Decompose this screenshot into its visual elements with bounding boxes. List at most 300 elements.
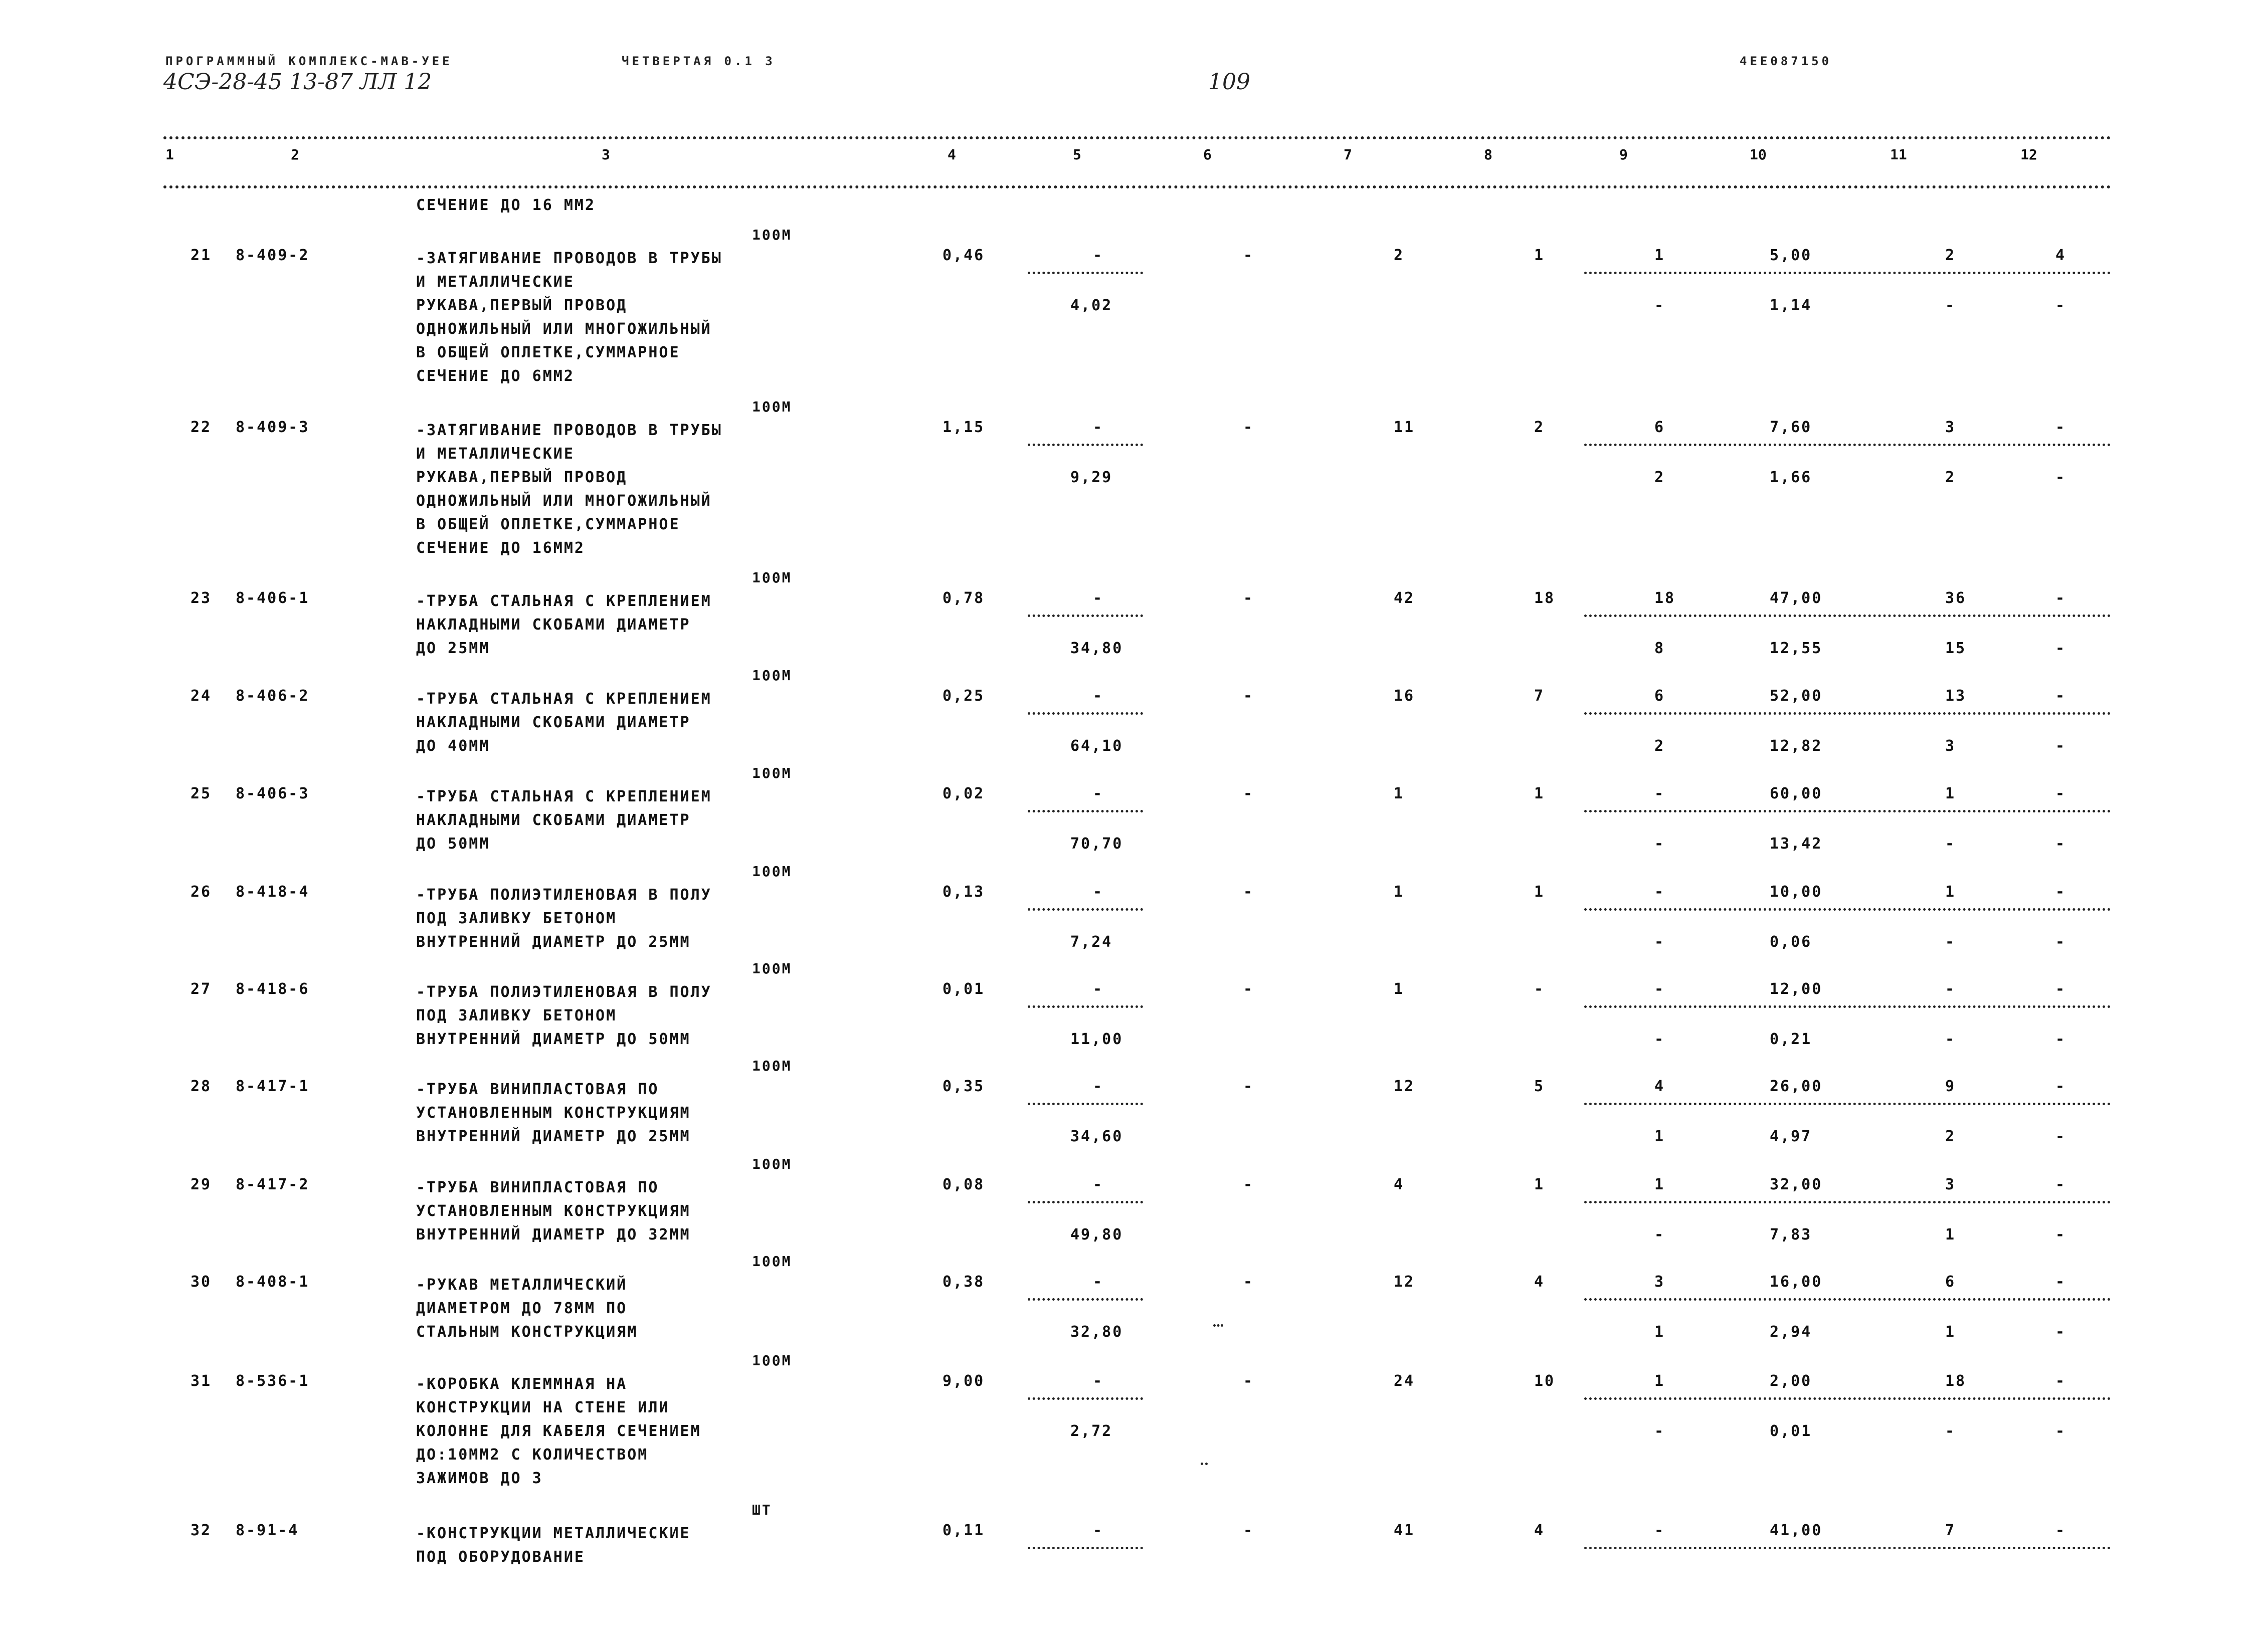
description-line: И МЕТАЛЛИЧЕСКИЕ — [416, 273, 575, 291]
cell-col5-sub: 11,00 — [1070, 1030, 1123, 1048]
cell-col5: - — [1093, 687, 1104, 705]
cell-col7: 24 — [1394, 1372, 1415, 1390]
cell-col12: 4 — [2055, 247, 2066, 264]
cell-col10: 41,00 — [1770, 1522, 1823, 1539]
cell-col10-sub: 0,21 — [1770, 1030, 1812, 1048]
row-number: 29 — [191, 1176, 212, 1193]
description-line: ПОД ЗАЛИВКУ БЕТОНОМ — [416, 1007, 617, 1024]
col5-divider — [1028, 810, 1143, 812]
description-line: ДО 25ММ — [416, 640, 490, 657]
cell-col5-sub: 7,24 — [1070, 933, 1113, 951]
cell-col12-sub: - — [2055, 835, 2066, 853]
cell-col4: 0,38 — [942, 1273, 985, 1291]
subrow-divider — [1584, 1397, 2111, 1400]
cell-col11: 6 — [1945, 1273, 1956, 1291]
cell-col9-sub: - — [1654, 835, 1665, 853]
cell-col11-sub: - — [1945, 835, 1956, 853]
row-code: 8-417-2 — [236, 1176, 310, 1193]
cell-col9-sub: - — [1654, 1422, 1665, 1440]
cell-col9: - — [1654, 1522, 1665, 1539]
stray-mark — [1213, 1324, 1223, 1327]
cell-col10: 7,60 — [1770, 419, 1812, 436]
description-line: ВНУТРЕННИЙ ДИАМЕТР ДО 32ММ — [416, 1226, 691, 1244]
cell-col9-sub: 1 — [1654, 1323, 1665, 1341]
col5-divider — [1028, 712, 1143, 715]
cell-col10: 26,00 — [1770, 1078, 1823, 1095]
cell-col8: 1 — [1534, 883, 1545, 901]
cell-col5-sub: 32,80 — [1070, 1323, 1123, 1341]
page-number: 109 — [1208, 69, 1250, 95]
row-number: 30 — [191, 1273, 212, 1291]
cell-col10: 52,00 — [1770, 687, 1823, 705]
cell-col8: 5 — [1534, 1078, 1545, 1095]
row-description — [416, 1078, 691, 1148]
column-header: 3 — [602, 146, 610, 163]
cell-col10: 2,00 — [1770, 1372, 1812, 1390]
cell-col11: 18 — [1945, 1372, 1967, 1390]
row-description — [416, 687, 712, 758]
cell-col11: 1 — [1945, 883, 1956, 901]
description-line: И МЕТАЛЛИЧЕСКИЕ — [416, 445, 575, 463]
row-description — [416, 883, 712, 954]
subrow-divider — [1584, 1103, 2111, 1105]
row-code: 8-406-1 — [236, 589, 310, 607]
cell-col10-sub: 0,06 — [1770, 933, 1812, 951]
cell-col11: 3 — [1945, 1176, 1956, 1193]
description-line: ВНУТРЕННИЙ ДИАМЕТР ДО 25ММ — [416, 1128, 691, 1145]
column-header: 4 — [948, 146, 956, 163]
row-description — [416, 785, 712, 856]
description-line: ОДНОЖИЛЬНЫЙ ИЛИ МНОГОЖИЛЬНЫЙ — [416, 492, 712, 510]
description-line: -ТРУБА ВИНИПЛАСТОВАЯ ПО — [416, 1179, 659, 1196]
column-header: 10 — [1750, 146, 1767, 163]
row-description — [416, 247, 722, 388]
cell-col5: - — [1093, 419, 1104, 436]
cell-col9: 3 — [1654, 1273, 1665, 1291]
row-unit: 100М — [752, 569, 792, 586]
row-unit: 100М — [752, 1352, 792, 1369]
subrow-divider — [1584, 908, 2111, 911]
description-line: -ТРУБА СТАЛЬНАЯ С КРЕПЛЕНИЕМ — [416, 690, 712, 708]
col5-divider — [1028, 1397, 1143, 1400]
row-code: 8-418-4 — [236, 883, 310, 901]
cell-col12: - — [2055, 785, 2066, 802]
description-line: -ТРУБА СТАЛЬНАЯ С КРЕПЛЕНИЕМ — [416, 592, 712, 610]
subrow-divider — [1584, 614, 2111, 617]
cell-col11-sub: 15 — [1945, 640, 1967, 657]
cell-col9: 6 — [1654, 419, 1665, 436]
cell-col4: 1,15 — [942, 419, 985, 436]
cell-col7: 12 — [1394, 1078, 1415, 1095]
cell-col12-sub: - — [2055, 1226, 2066, 1244]
description-line: НАКЛАДНЫМИ СКОБАМИ ДИАМЕТР — [416, 811, 691, 829]
description-line: УСТАНОВЛЕННЫМ КОНСТРУКЦИЯМ — [416, 1202, 691, 1220]
cell-col6: - — [1243, 1273, 1254, 1291]
cell-col6: - — [1243, 1372, 1254, 1390]
program-name: ПРОГРАММНЫЙ КОМПЛЕКС-МАВ-УЕЕ — [165, 54, 453, 68]
row-number: 23 — [191, 589, 212, 607]
row-unit: 100М — [752, 765, 792, 781]
cell-col8: 18 — [1534, 589, 1556, 607]
cell-col10-sub: 2,94 — [1770, 1323, 1812, 1341]
cell-col11-sub: - — [1945, 1422, 1956, 1440]
cell-col6: - — [1243, 980, 1254, 998]
cell-col12: - — [2055, 1176, 2066, 1193]
cell-col9: - — [1654, 883, 1665, 901]
cell-col4: 0,08 — [942, 1176, 985, 1193]
cell-col5-sub: 49,80 — [1070, 1226, 1123, 1244]
cell-col9-sub: 2 — [1654, 469, 1665, 486]
cell-col12-sub: - — [2055, 640, 2066, 657]
cell-col8: 1 — [1534, 247, 1545, 264]
cell-col10: 32,00 — [1770, 1176, 1823, 1193]
description-line: КОЛОННЕ ДЛЯ КАБЕЛЯ СЕЧЕНИЕМ — [416, 1422, 701, 1440]
subrow-divider — [1584, 810, 2111, 812]
cell-col9-sub: 8 — [1654, 640, 1665, 657]
cell-col4: 0,01 — [942, 980, 985, 998]
column-header: 9 — [1619, 146, 1628, 163]
cell-col10: 5,00 — [1770, 247, 1812, 264]
cell-col4: 0,02 — [942, 785, 985, 802]
cell-col10-sub: 1,66 — [1770, 469, 1812, 486]
cell-col4: 0,13 — [942, 883, 985, 901]
cell-col6: - — [1243, 589, 1254, 607]
cell-col6: - — [1243, 1078, 1254, 1095]
cell-col10-sub: 0,01 — [1770, 1422, 1812, 1440]
cell-col10-sub: 4,97 — [1770, 1128, 1812, 1145]
row-unit: 100М — [752, 863, 792, 880]
cell-col12-sub: - — [2055, 737, 2066, 755]
description-line: УСТАНОВЛЕННЫМ КОНСТРУКЦИЯМ — [416, 1104, 691, 1122]
cell-col5: - — [1093, 785, 1104, 802]
description-line: РУКАВА,ПЕРВЫЙ ПРОВОД — [416, 469, 628, 486]
row-description — [416, 589, 712, 660]
document-id: 4ЕЕ087150 — [1740, 54, 1832, 68]
table-header-rule — [163, 185, 2112, 188]
column-header: 11 — [1890, 146, 1907, 163]
cell-col7: 12 — [1394, 1273, 1415, 1291]
cell-col8: 10 — [1534, 1372, 1556, 1390]
cell-col11-sub: - — [1945, 297, 1956, 314]
cell-col11: 36 — [1945, 589, 1967, 607]
row-unit: 100М — [752, 398, 792, 415]
row-description — [416, 1522, 691, 1569]
cell-col8: - — [1534, 980, 1545, 998]
continuation-text: СЕЧЕНИЕ ДО 16 ММ2 — [416, 196, 596, 214]
cell-col7: 42 — [1394, 589, 1415, 607]
cell-col12: - — [2055, 1372, 2066, 1390]
description-line: В ОБЩЕЙ ОПЛЕТКЕ,СУММАРНОЕ — [416, 516, 680, 533]
cell-col11-sub: 1 — [1945, 1226, 1956, 1244]
subrow-divider — [1584, 1547, 2111, 1549]
cell-col5: - — [1093, 1372, 1104, 1390]
col5-divider — [1028, 444, 1143, 446]
column-header: 6 — [1203, 146, 1212, 163]
row-number: 24 — [191, 687, 212, 705]
cell-col7: 11 — [1394, 419, 1415, 436]
cell-col12-sub: - — [2055, 1422, 2066, 1440]
row-number: 22 — [191, 419, 212, 436]
description-line: ДО 40ММ — [416, 737, 490, 755]
cell-col9-sub: - — [1654, 1226, 1665, 1244]
description-line: ВНУТРЕННИЙ ДИАМЕТР ДО 25ММ — [416, 933, 691, 951]
col5-divider — [1028, 1201, 1143, 1203]
description-line: -КОНСТРУКЦИИ МЕТАЛЛИЧЕСКИЕ — [416, 1525, 691, 1542]
subrow-divider — [1584, 1201, 2111, 1203]
row-description — [416, 1372, 701, 1490]
cell-col6: - — [1243, 883, 1254, 901]
project-code: 4СЭ-28-45 13-87 ЛЛ 12 — [163, 69, 432, 95]
description-line: -ТРУБА СТАЛЬНАЯ С КРЕПЛЕНИЕМ — [416, 788, 712, 805]
cell-col6: - — [1243, 419, 1254, 436]
col5-divider — [1028, 1005, 1143, 1008]
row-code: 8-536-1 — [236, 1372, 310, 1390]
cell-col4: 0,78 — [942, 589, 985, 607]
column-header: 1 — [165, 146, 174, 163]
description-line: ДО 50ММ — [416, 835, 490, 853]
col5-divider — [1028, 272, 1143, 274]
description-line: ДИАМЕТРОМ ДО 78ММ ПО — [416, 1300, 628, 1317]
cell-col7: 1 — [1394, 980, 1405, 998]
cell-col9: 6 — [1654, 687, 1665, 705]
cell-col9-sub: 1 — [1654, 1128, 1665, 1145]
cell-col12-sub: - — [2055, 469, 2066, 486]
cell-col11: 1 — [1945, 785, 1956, 802]
row-code: 8-418-6 — [236, 980, 310, 998]
subrow-divider — [1584, 1005, 2111, 1008]
cell-col9-sub: 2 — [1654, 737, 1665, 755]
description-line: ПОД ЗАЛИВКУ БЕТОНОМ — [416, 910, 617, 927]
cell-col9: - — [1654, 980, 1665, 998]
cell-col5-sub: 4,02 — [1070, 297, 1113, 314]
cell-col12-sub: - — [2055, 1128, 2066, 1145]
description-line: -ЗАТЯГИВАНИЕ ПРОВОДОВ В ТРУБЫ — [416, 250, 722, 267]
description-line: НАКЛАДНЫМИ СКОБАМИ ДИАМЕТР — [416, 616, 691, 634]
row-number: 26 — [191, 883, 212, 901]
cell-col5: - — [1093, 980, 1104, 998]
cell-col6: - — [1243, 1522, 1254, 1539]
column-header: 2 — [291, 146, 299, 163]
cell-col12: - — [2055, 980, 2066, 998]
row-number: 32 — [191, 1522, 212, 1539]
description-line: ЗАЖИМОВ ДО 3 — [416, 1470, 543, 1487]
cell-col5: - — [1093, 589, 1104, 607]
cell-col11-sub: 1 — [1945, 1323, 1956, 1341]
table-top-rule — [163, 136, 2112, 139]
row-unit: 100М — [752, 960, 792, 977]
cell-col11: 13 — [1945, 687, 1967, 705]
row-code: 8-417-1 — [236, 1078, 310, 1095]
row-unit: 100М — [752, 1058, 792, 1074]
cell-col9-sub: - — [1654, 1030, 1665, 1048]
row-description — [416, 980, 712, 1051]
cell-col10: 60,00 — [1770, 785, 1823, 802]
cell-col5: - — [1093, 1522, 1104, 1539]
description-line: СТАЛЬНЫМ КОНСТРУКЦИЯМ — [416, 1323, 638, 1341]
cell-col10: 16,00 — [1770, 1273, 1823, 1291]
cell-col8: 1 — [1534, 785, 1545, 802]
cell-col5-sub: 64,10 — [1070, 737, 1123, 755]
column-header: 8 — [1484, 146, 1492, 163]
cell-col11: 3 — [1945, 419, 1956, 436]
cell-col7: 16 — [1394, 687, 1415, 705]
col5-divider — [1028, 908, 1143, 911]
cell-col12: - — [2055, 589, 2066, 607]
description-line: ПОД ОБОРУДОВАНИЕ — [416, 1548, 585, 1566]
description-line: -РУКАВ МЕТАЛЛИЧЕСКИЙ — [416, 1276, 628, 1294]
description-line: ВНУТРЕННИЙ ДИАМЕТР ДО 50ММ — [416, 1030, 691, 1048]
cell-col4: 0,35 — [942, 1078, 985, 1095]
row-description — [416, 1273, 638, 1344]
cell-col5: - — [1093, 1078, 1104, 1095]
row-description — [416, 419, 722, 560]
cell-col11-sub: 2 — [1945, 1128, 1956, 1145]
cell-col6: - — [1243, 1176, 1254, 1193]
cell-col9: 1 — [1654, 247, 1665, 264]
cell-col9-sub: - — [1654, 933, 1665, 951]
cell-col9: 1 — [1654, 1176, 1665, 1193]
cell-col11-sub: 2 — [1945, 469, 1956, 486]
cell-col8: 7 — [1534, 687, 1545, 705]
row-description — [416, 1176, 691, 1247]
cell-col5: - — [1093, 1273, 1104, 1291]
stray-mark — [1201, 1463, 1208, 1465]
cell-col12: - — [2055, 1522, 2066, 1539]
description-line: -ТРУБА ВИНИПЛАСТОВАЯ ПО — [416, 1081, 659, 1098]
column-header: 7 — [1344, 146, 1352, 163]
description-line: -ТРУБА ПОЛИЭТИЛЕНОВАЯ В ПОЛУ — [416, 886, 712, 904]
cell-col9-sub: - — [1654, 297, 1665, 314]
cell-col11: 7 — [1945, 1522, 1956, 1539]
row-unit: 100М — [752, 1253, 792, 1270]
cell-col12: - — [2055, 419, 2066, 436]
cell-col10: 12,00 — [1770, 980, 1823, 998]
row-unit: 100М — [752, 227, 792, 243]
col5-divider — [1028, 1103, 1143, 1105]
row-code: 8-408-1 — [236, 1273, 310, 1291]
subrow-divider — [1584, 712, 2111, 715]
row-unit: 100М — [752, 1156, 792, 1172]
column-header: 5 — [1073, 146, 1081, 163]
cell-col7: 41 — [1394, 1522, 1415, 1539]
row-code: 8-91-4 — [236, 1522, 299, 1539]
cell-col9: 4 — [1654, 1078, 1665, 1095]
cell-col10-sub: 13,42 — [1770, 835, 1823, 853]
cell-col11: - — [1945, 980, 1956, 998]
cell-col5-sub: 2,72 — [1070, 1422, 1113, 1440]
cell-col8: 4 — [1534, 1273, 1545, 1291]
row-code: 8-406-2 — [236, 687, 310, 705]
col5-divider — [1028, 1298, 1143, 1301]
cell-col4: 0,25 — [942, 687, 985, 705]
cell-col10-sub: 12,82 — [1770, 737, 1823, 755]
cell-col11: 2 — [1945, 247, 1956, 264]
cell-col10-sub: 7,83 — [1770, 1226, 1812, 1244]
cell-col9: 18 — [1654, 589, 1676, 607]
cell-col8: 4 — [1534, 1522, 1545, 1539]
row-code: 8-409-2 — [236, 247, 310, 264]
description-line: -ЗАТЯГИВАНИЕ ПРОВОДОВ В ТРУБЫ — [416, 422, 722, 439]
cell-col5-sub: 34,80 — [1070, 640, 1123, 657]
cell-col5: - — [1093, 883, 1104, 901]
cell-col7: 1 — [1394, 883, 1405, 901]
cell-col4: 9,00 — [942, 1372, 985, 1390]
cell-col12: - — [2055, 1078, 2066, 1095]
column-header: 12 — [2020, 146, 2037, 163]
row-number: 27 — [191, 980, 212, 998]
cell-col12: - — [2055, 687, 2066, 705]
cell-col6: - — [1243, 247, 1254, 264]
col5-divider — [1028, 1547, 1143, 1549]
cell-col8: 2 — [1534, 419, 1545, 436]
row-code: 8-406-3 — [236, 785, 310, 802]
row-unit: 100М — [752, 667, 792, 684]
cell-col5-sub: 34,60 — [1070, 1128, 1123, 1145]
description-line: ОДНОЖИЛЬНЫЙ ИЛИ МНОГОЖИЛЬНЫЙ — [416, 320, 712, 338]
cell-col11: 9 — [1945, 1078, 1956, 1095]
description-line: -КОРОБКА КЛЕММНАЯ НА — [416, 1375, 628, 1393]
description-line: НАКЛАДНЫМИ СКОБАМИ ДИАМЕТР — [416, 714, 691, 731]
row-code: 8-409-3 — [236, 419, 310, 436]
cell-col10-sub: 1,14 — [1770, 297, 1812, 314]
cell-col8: 1 — [1534, 1176, 1545, 1193]
cell-col10: 10,00 — [1770, 883, 1823, 901]
cell-col12-sub: - — [2055, 297, 2066, 314]
cell-col12-sub: - — [2055, 1030, 2066, 1048]
cell-col5-sub: 9,29 — [1070, 469, 1113, 486]
description-line: КОНСТРУКЦИИ НА СТЕНЕ ИЛИ — [416, 1399, 670, 1416]
cell-col7: 1 — [1394, 785, 1405, 802]
cell-col6: - — [1243, 785, 1254, 802]
program-version: ЧЕТВЕРТАЯ 0.1 3 — [622, 54, 776, 68]
cell-col11-sub: - — [1945, 1030, 1956, 1048]
cell-col12: - — [2055, 1273, 2066, 1291]
row-number: 21 — [191, 247, 212, 264]
cell-col7: 4 — [1394, 1176, 1405, 1193]
cell-col7: 2 — [1394, 247, 1405, 264]
cell-col12-sub: - — [2055, 933, 2066, 951]
cell-col10-sub: 12,55 — [1770, 640, 1823, 657]
cell-col9: 1 — [1654, 1372, 1665, 1390]
description-line: -ТРУБА ПОЛИЭТИЛЕНОВАЯ В ПОЛУ — [416, 983, 712, 1001]
cell-col11-sub: - — [1945, 933, 1956, 951]
cell-col5: - — [1093, 1176, 1104, 1193]
description-line: РУКАВА,ПЕРВЫЙ ПРОВОД — [416, 297, 628, 314]
row-number: 31 — [191, 1372, 212, 1390]
row-unit: ШТ — [752, 1502, 772, 1518]
cell-col5: - — [1093, 247, 1104, 264]
cell-col11-sub: 3 — [1945, 737, 1956, 755]
description-line: СЕЧЕНИЕ ДО 6ММ2 — [416, 367, 575, 385]
col5-divider — [1028, 614, 1143, 617]
cell-col9: - — [1654, 785, 1665, 802]
row-number: 25 — [191, 785, 212, 802]
cell-col5-sub: 70,70 — [1070, 835, 1123, 853]
row-number: 28 — [191, 1078, 212, 1095]
cell-col12: - — [2055, 883, 2066, 901]
cell-col10: 47,00 — [1770, 589, 1823, 607]
subrow-divider — [1584, 444, 2111, 446]
subrow-divider — [1584, 272, 2111, 274]
description-line: В ОБЩЕЙ ОПЛЕТКЕ,СУММАРНОЕ — [416, 344, 680, 361]
cell-col6: - — [1243, 687, 1254, 705]
subrow-divider — [1584, 1298, 2111, 1301]
description-line: СЕЧЕНИЕ ДО 16ММ2 — [416, 539, 585, 557]
cell-col4: 0,46 — [942, 247, 985, 264]
cell-col12-sub: - — [2055, 1323, 2066, 1341]
cell-col4: 0,11 — [942, 1522, 985, 1539]
description-line: ДО:10ММ2 С КОЛИЧЕСТВОМ — [416, 1446, 649, 1464]
